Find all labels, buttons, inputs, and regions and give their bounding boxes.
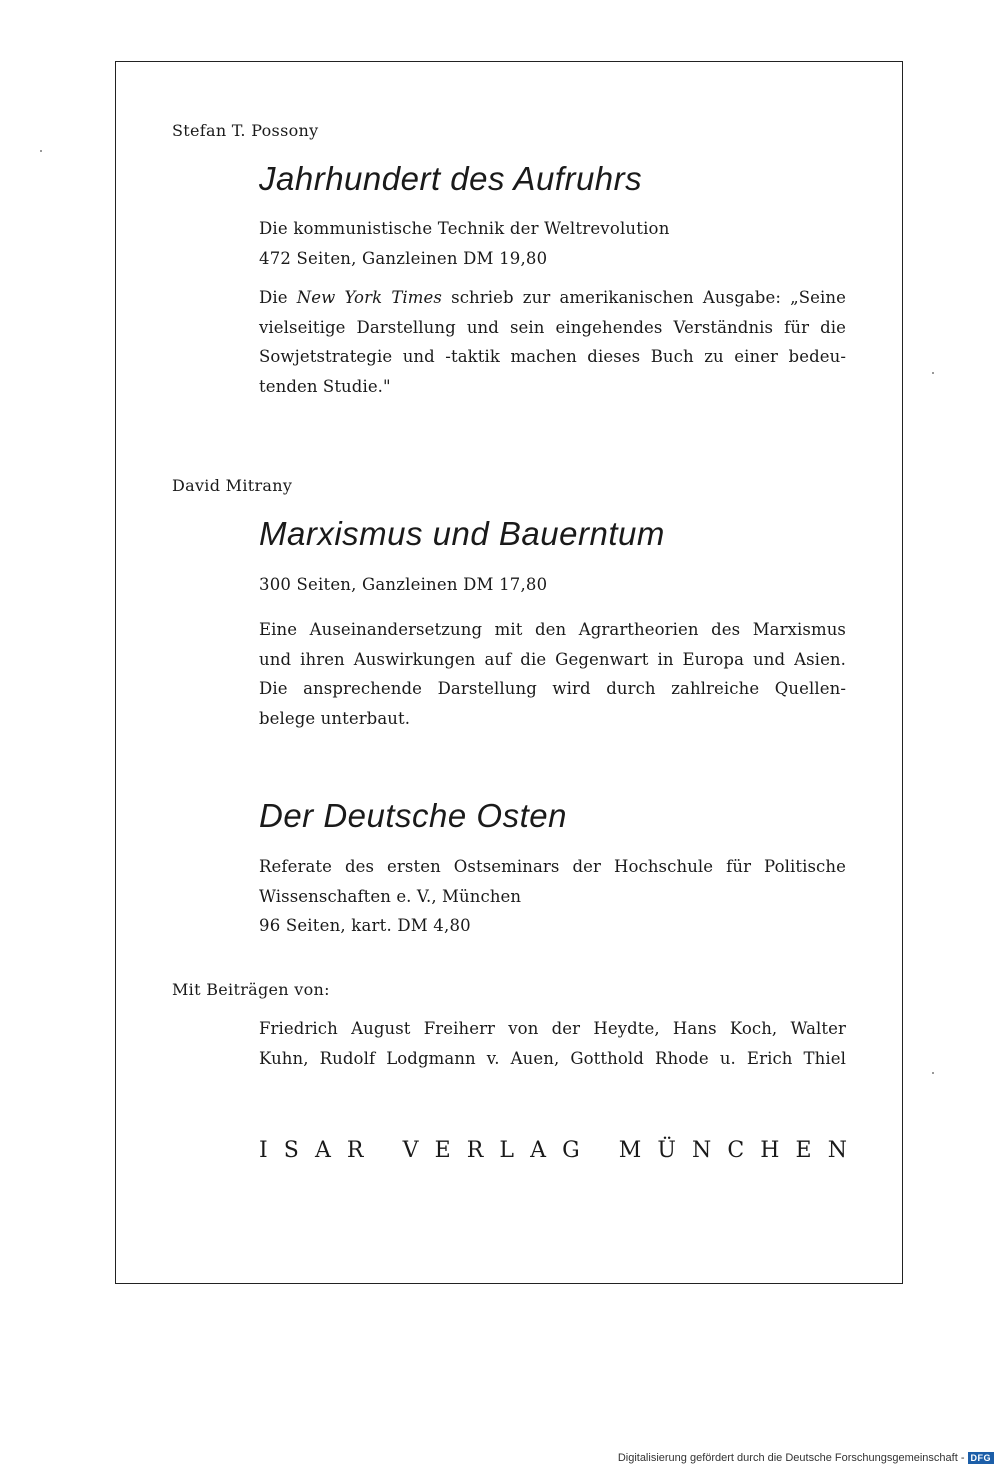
publisher-letter: A [530, 1138, 546, 1163]
contributors-line: Friedrich August Freiherr von der Heydte, Hans Koch, Walter [259, 1019, 846, 1038]
book2-details: 300 Seiten, Ganzleinen DM 17,80 [259, 575, 548, 594]
book2-description-line: belege unterbaut. [259, 708, 411, 728]
publisher-letter: G [562, 1138, 580, 1163]
footer-text: Digitalisierung gefördert durch die Deutsche Forschungsgemeinschaft - [617, 1452, 965, 1464]
publisher-letter: V [402, 1138, 419, 1163]
book1-details: 472 Seiten, Ganzleinen DM 19,80 [259, 249, 548, 268]
publisher-space [380, 1138, 387, 1163]
book1-subtitle: Die kommunistische Technik der Weltrevolution [259, 219, 670, 238]
publisher-letter: Ü [657, 1138, 676, 1163]
publisher-letter: S [283, 1138, 299, 1163]
book1-review-line: vielseitige Darstellung und sein eingehendes Verständnis für die [259, 317, 846, 337]
book1-review-line: Sowjetstrategie und -taktik machen dieses Buch zu einer bedeu- [259, 347, 846, 366]
contributors-list [259, 1014, 846, 1073]
book1-author: Stefan T. Possony [172, 121, 319, 140]
publisher-space [596, 1138, 603, 1163]
publisher-letter: I [259, 1138, 268, 1163]
scan-speck [932, 1072, 934, 1074]
book3-description-line: Referate des ersten Ostseminars der Hochschule für Politische [259, 857, 846, 876]
book3-title: Der Deutsche Osten [259, 797, 567, 834]
review-source: New York Times [296, 288, 442, 307]
review-line1-rest: schrieb zur amerikanischen Ausgabe: „Seine [451, 288, 846, 307]
book1-review [259, 283, 846, 401]
publisher-letter: A [314, 1138, 331, 1163]
publisher-letter: H [760, 1138, 780, 1163]
review-prefix: Die [259, 288, 288, 307]
publisher-letter: M [618, 1138, 642, 1163]
scan-speck [932, 372, 934, 374]
publisher-letter: N [692, 1138, 712, 1163]
book2-description-line: Die ansprechende Darstellung wird durch zahlreiche Quellen- [259, 679, 846, 698]
contributors-line: Kuhn, Rudolf Lodgmann v. Auen, Gotthold Rhode u. Erich Thiel [259, 1048, 846, 1068]
scan-speck [40, 150, 42, 152]
book3-description [259, 852, 846, 911]
publisher-letter: L [499, 1138, 515, 1163]
dfg-logo-icon: DFG [968, 1452, 995, 1464]
book3-description-line: Wissenschaften e. V., München [259, 886, 522, 906]
digitization-footer [618, 1452, 994, 1464]
book2-author: David Mitrany [172, 476, 293, 495]
book3-details: 96 Seiten, kart. DM 4,80 [259, 916, 471, 935]
book1-review-line [259, 283, 846, 313]
book2-description-line: und ihren Auswirkungen auf die Gegenwart in Europa und Asien. [259, 649, 846, 669]
book2-title: Marxismus und Bauerntum [259, 515, 665, 552]
publisher-letter: E [434, 1138, 451, 1163]
publisher-letter: C [727, 1138, 745, 1163]
publisher-name [259, 1138, 847, 1163]
publisher-letter: E [795, 1138, 812, 1163]
book2-description-line: Eine Auseinandersetzung mit den Agrartheorien des Marxismus [259, 620, 846, 639]
book1-review-line: tenden Studie." [259, 376, 391, 396]
publisher-letter: N [827, 1138, 847, 1163]
contributors-label: Mit Beiträgen von: [172, 980, 330, 999]
publisher-letter: R [346, 1138, 364, 1163]
publisher-letter: R [466, 1138, 484, 1163]
book1-title: Jahrhundert des Aufruhrs [259, 160, 643, 197]
book2-description [259, 615, 846, 733]
